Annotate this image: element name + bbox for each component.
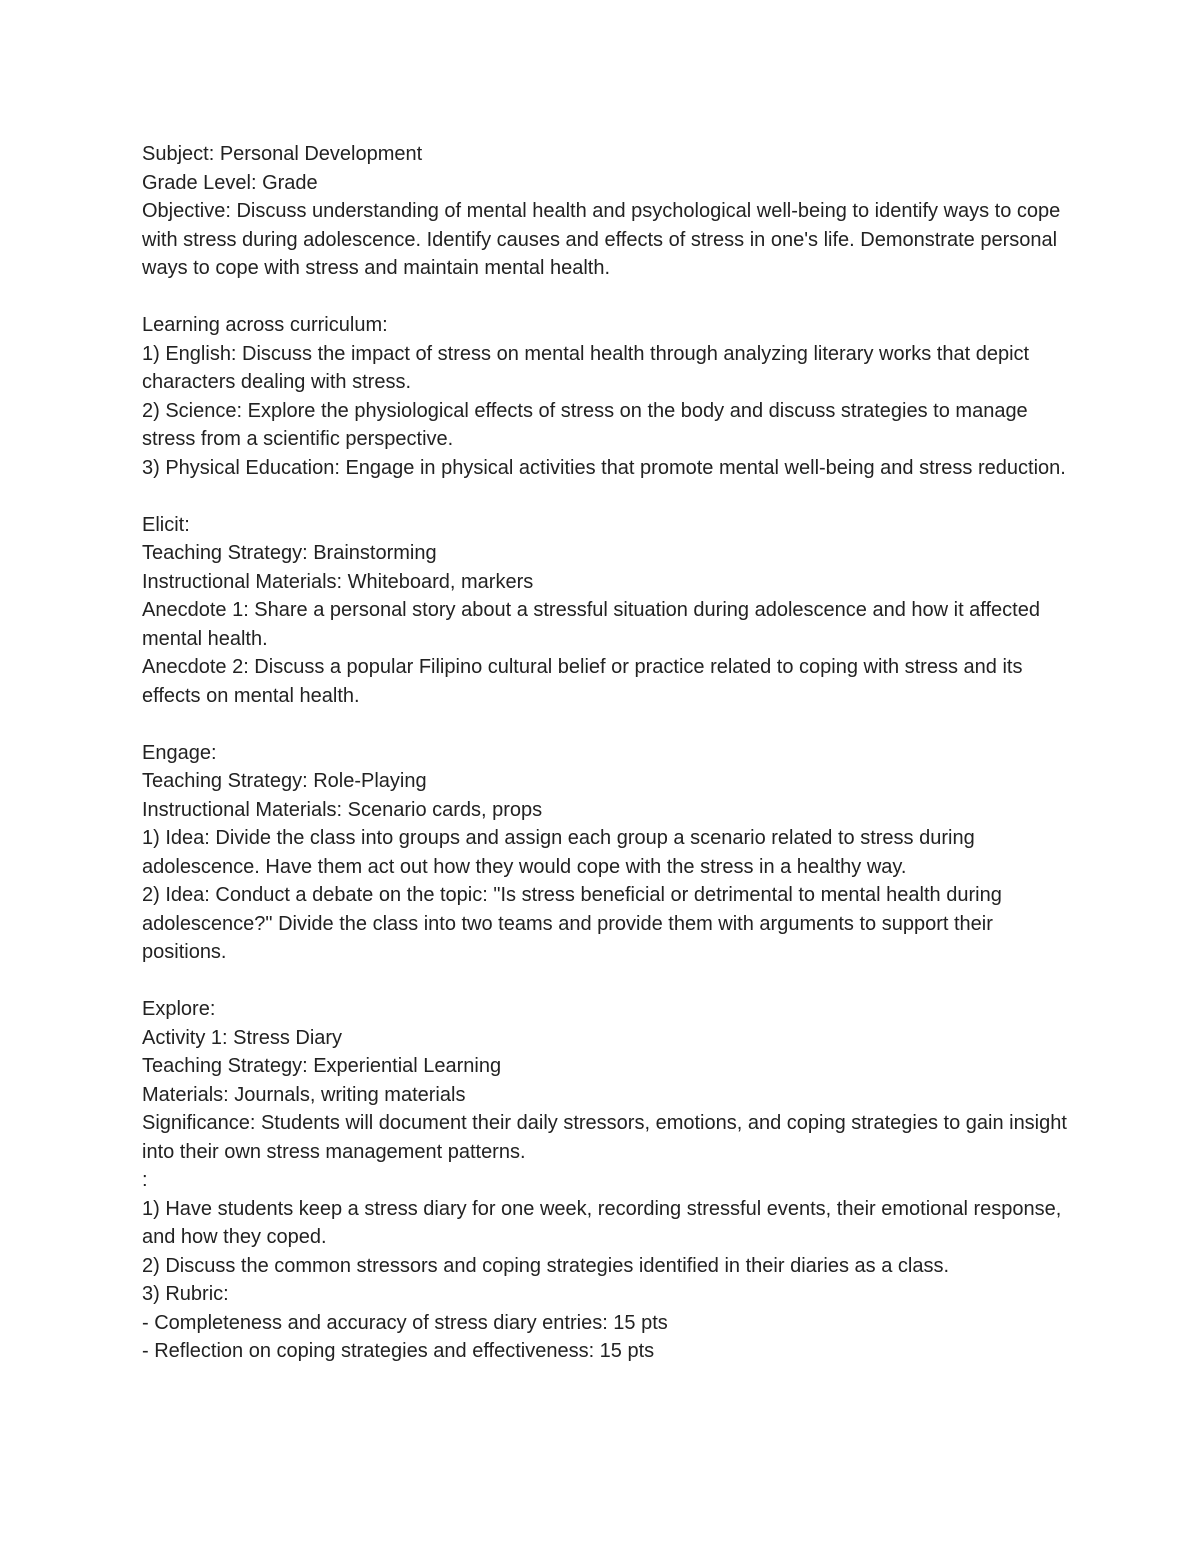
curriculum-item-pe: 3) Physical Education: Engage in physical activities that promote mental well-being and stress reduction. [142,456,1066,479]
explore-heading: Explore: [142,998,216,1020]
grade-level-line: Grade Level: Grade [142,171,318,194]
engage-heading: Engage: [142,741,217,764]
explore-strategy: Teaching Strategy: Experiential Learning [142,1055,502,1077]
subject-line: Subject: Personal Development [142,143,423,165]
explore-materials: Materials: Journals, writing materials [142,1083,466,1106]
rubric-item-1: - Completeness and accuracy of stress diary entries: 15 pts [142,1311,668,1334]
explore-step-3: 3) Rubric: [142,1283,229,1305]
blank-line [142,482,1067,511]
elicit-anecdote-1: Anecdote 1: Share a personal story about a stressful situation during adolescence and how it affected mental health. [142,599,1040,650]
curriculum-heading: Learning across curriculum: [142,314,388,336]
explore-colon: : [142,1169,148,1191]
engage-idea-2: 2) Idea: Conduct a debate on the topic: "Is stress beneficial or detrimental to mental health during adolescence?" Divide the class into two teams and provide them with arguments to support their positions. [142,884,1002,963]
elicit-strategy: Teaching Strategy: Brainstorming [142,542,437,564]
engage-strategy: Teaching Strategy: Role-Playing [142,770,427,792]
curriculum-item-english: 1) English: Discuss the impact of stress on mental health through analyzing literary works that depict characters dealing with stress. [142,342,1030,393]
elicit-heading: Elicit: [142,513,190,536]
engage-idea-1: 1) Idea: Divide the class into groups and assign each group a scenario related to stress during adolescence. Have them act out how they would cope with the stress in a healthy way. [142,827,975,878]
elicit-anecdote-2: Anecdote 2: Discuss a popular Filipino cultural belief or practice related to coping with stress and its effects on mental health. [142,656,1023,707]
engage-materials: Instructional Materials: Scenario cards, props [142,798,543,821]
blank-line [142,283,1067,312]
document-body [142,140,1067,1366]
blank-line [142,710,1067,739]
objective-paragraph: Objective: Discuss understanding of mental health and psychological well-being to identify ways to cope with stress during adolescence. Identify causes and effects of stress in one's life. Demonstrate personal ways to cope with stress and maintain mental health. [142,200,1061,279]
explore-step-2: 2) Discuss the common stressors and coping strategies identified in their diaries as a class. [142,1254,950,1277]
rubric-item-2: - Reflection on coping strategies and effectiveness: 15 pts [142,1340,655,1362]
explore-significance: Significance: Students will document their daily stressors, emotions, and coping strategies to gain insight into their own stress management patterns. [142,1112,1067,1163]
explore-activity: Activity 1: Stress Diary [142,1026,343,1049]
curriculum-item-science: 2) Science: Explore the physiological effects of stress on the body and discuss strategies to manage stress from a scientific perspective. [142,399,1028,450]
explore-step-1: 1) Have students keep a stress diary for one week, recording stressful events, their emotional response, and how they coped. [142,1197,1062,1248]
blank-line [142,967,1067,996]
elicit-materials: Instructional Materials: Whiteboard, markers [142,570,534,593]
